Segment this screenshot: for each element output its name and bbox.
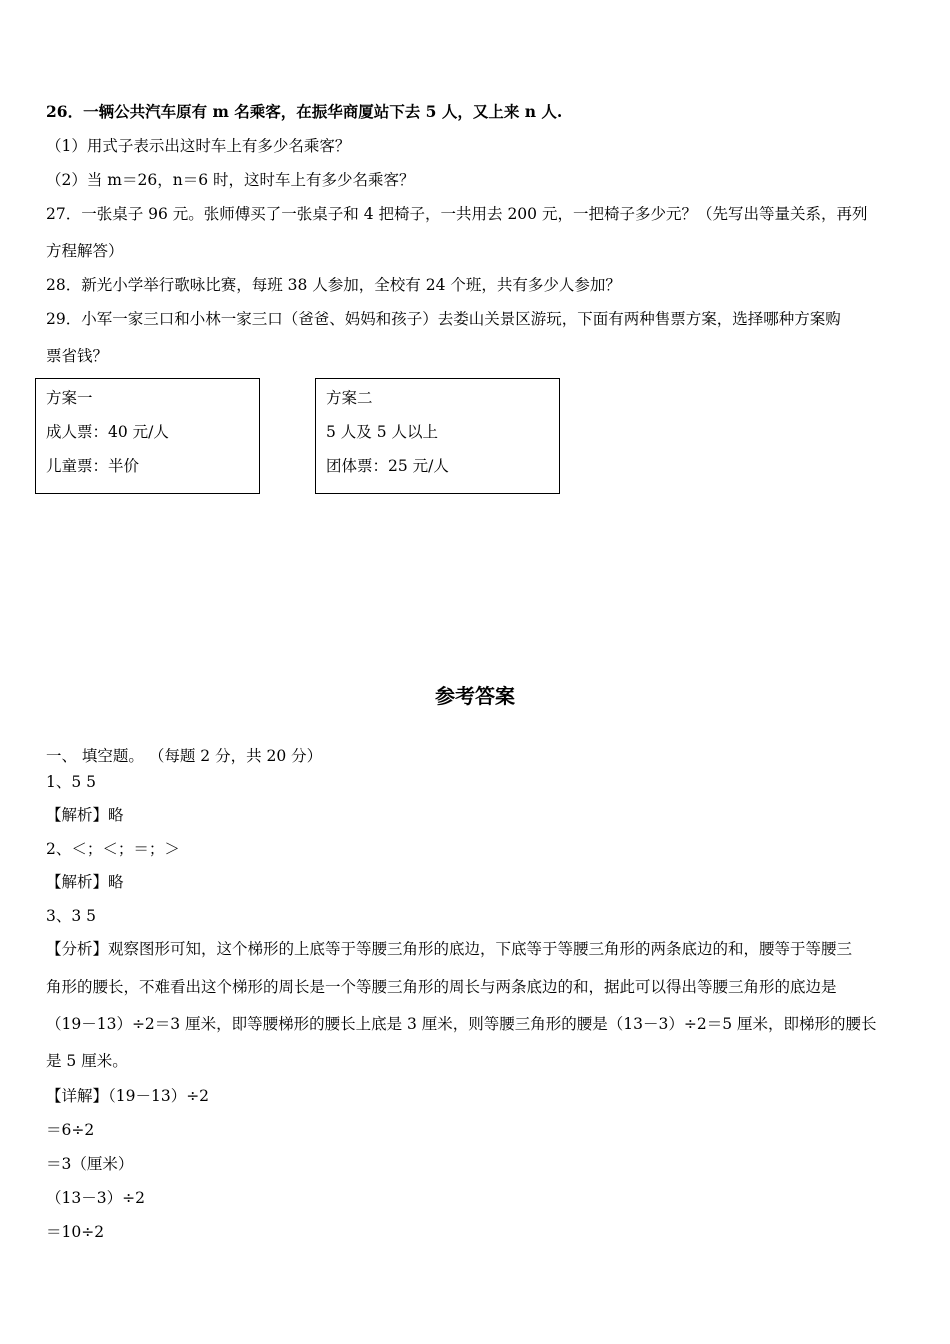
answer-1: 1、5 5 — [46, 773, 97, 791]
section-1-heading: 一、 填空题。 （每题 2 分，共 20 分） — [46, 747, 323, 765]
answer-3-detail-line-4: （13－3）÷2 — [46, 1189, 145, 1207]
plan-two-group-price: 团体票：25 元/人 — [326, 457, 449, 475]
plan-two-condition: 5 人及 5 人以上 — [326, 423, 439, 441]
plan-one-box — [35, 378, 260, 494]
question-28: 28．新光小学举行歌咏比赛，每班 38 人参加，全校有 24 个班，共有多少人参加？ — [46, 276, 621, 294]
question-29-line-2: 票省钱？ — [46, 347, 109, 365]
answer-2: 2、＜；＜；＝；＞ — [46, 840, 180, 858]
question-26-part-2: （2）当 m＝26，n＝6 时，这时车上有多少名乘客？ — [46, 171, 415, 189]
answer-3-analysis-line-1: 【分析】观察图形可知，这个梯形的上底等于等腰三角形的底边，下底等于等腰三角形的两条底边的和，腰等于等腰三 — [46, 940, 853, 958]
question-27-line-1: 27．一张桌子 96 元。张师傅买了一张桌子和 4 把椅子，一共用去 200 元，一把椅子多少元？（先写出等量关系，再列 — [46, 205, 868, 223]
plan-two-title: 方案二 — [326, 389, 373, 407]
answer-heading: 参考答案 — [435, 684, 515, 708]
answer-3: 3、3 5 — [46, 907, 97, 925]
answer-3-analysis-line-3: （19－13）÷2＝3 厘米，即等腰梯形的腰长上底是 3 厘米，则等腰三角形的腰是（13－3）÷2＝5 厘米，即梯形的腰长 — [46, 1015, 877, 1033]
answer-3-analysis-line-2: 角形的腰长，不难看出这个梯形的周长是一个等腰三角形的周长与两条底边的和，据此可以得出等腰三角形的底边是 — [46, 978, 837, 996]
answer-3-analysis-line-4: 是 5 厘米。 — [46, 1052, 128, 1070]
question-29-line-1: 29．小军一家三口和小林一家三口（爸爸、妈妈和孩子）去娄山关景区游玩，下面有两种售票方案，选择哪种方案购 — [46, 310, 841, 328]
question-27-line-2: 方程解答） — [46, 242, 124, 260]
question-26: 26．一辆公共汽车原有 m 名乘客，在振华商厦站下去 5 人，又上来 n 人. — [46, 102, 563, 121]
plan-one-adult-price: 成人票：40 元/人 — [46, 423, 169, 441]
answer-3-detail-line-3: ＝3（厘米） — [46, 1155, 134, 1173]
question-26-part-1: （1）用式子表示出这时车上有多少名乘客？ — [46, 137, 351, 155]
answer-3-detail-line-2: ＝6÷2 — [46, 1121, 95, 1139]
plan-one-title: 方案一 — [46, 389, 93, 407]
answer-3-detail-line-5: ＝10÷2 — [46, 1223, 105, 1241]
answer-2-analysis: 【解析】略 — [46, 873, 124, 891]
answer-3-detail-line-1: 【详解】（19－13）÷2 — [46, 1087, 210, 1105]
answer-1-analysis: 【解析】略 — [46, 806, 124, 824]
plan-two-box — [315, 378, 560, 494]
plan-one-child-price: 儿童票：半价 — [46, 457, 140, 475]
